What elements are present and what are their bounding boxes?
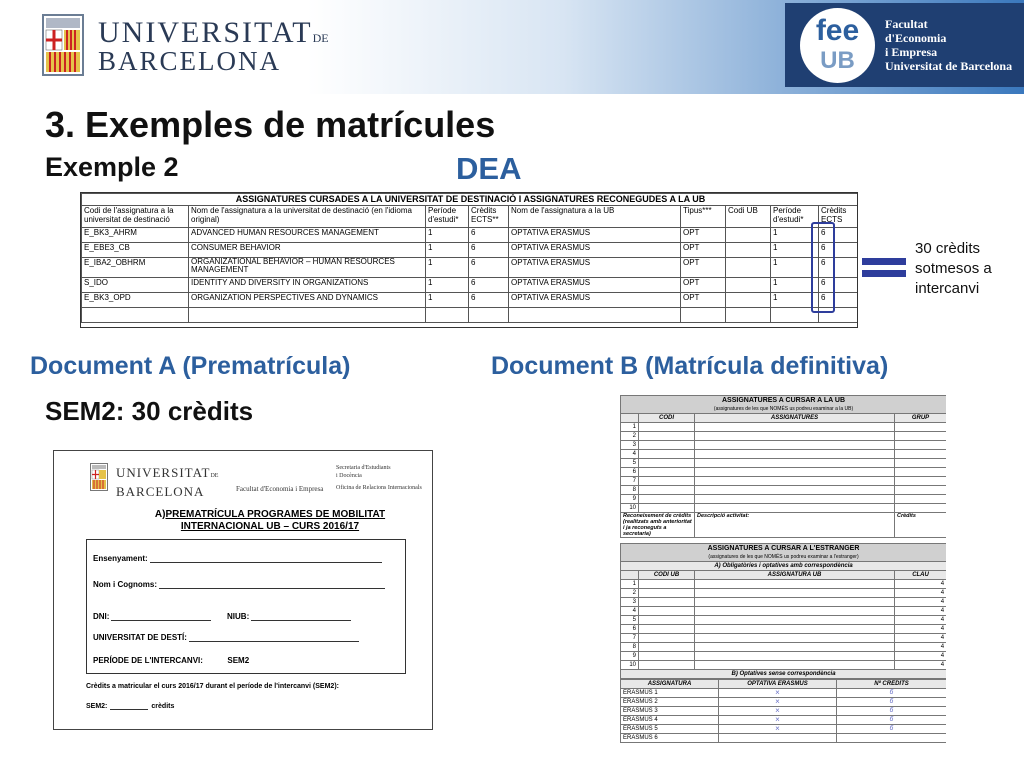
doc-a-sem2-line: SEM2: crèdits — [86, 703, 175, 710]
table-row: 6 — [621, 468, 947, 477]
page-title: 3. Exemples de matrícules — [45, 104, 496, 145]
table-header-row: Codi de l'assignatura a la universitat de destinació Nom de l'assignatura a la universitat de destinació (en l'idioma original) Període d'estudi* Crèdits ECTS** Nom de l'assignatura a la UB Tipus*** Codi UB Període d'estudi* Crèdits ECTS — [82, 206, 859, 228]
table-row: E_BK3_AHRM ADVANCED HUMAN RESOURCES MANAGEMENT 1 6 OPTATIVA ERASMUS OPT 1 6 — [82, 228, 859, 243]
optional-courses-table: ASSIGNATURA OPTATIVA ERASMUS Nº CRÈDITS ERASMUS 1 × 6 ERASMUS 2 × 6 ERASMUS 3 × 6 ERASMUS 4 × 6 ERASMUS 5 × 6 ERASMUS 6 — [620, 679, 946, 743]
table-row: 4 — [621, 450, 947, 459]
doc-a-heading: A)PREMATRÍCULA PROGRAMES DE MOBILITAT INTERNACIONAL UB – CURS 2016/17 — [154, 509, 386, 532]
slide-header — [0, 0, 1024, 94]
field-ensenyament: Ensenyament: — [93, 554, 382, 563]
table-row: 1 — [621, 423, 947, 432]
table-row: 7 — [621, 477, 947, 486]
doc-a-form-box — [86, 539, 406, 674]
table-row: 1 4 — [621, 580, 947, 589]
foreign-courses-table: ASSIGNATURES A CURSAR A L'ESTRANGER (assignatures de les que NOMÉS us podreu examinar a l'estranger) A) Obligatòries i optatives amb correspondència CODI UB ASSIGNATURA UB CLAU 1 4 2 4 3 4 4 4 5 4 6 4 7 4 8 4 9 4 10 4 B) Optatives sense correspondència — [620, 543, 946, 679]
doc-a-faculty: Facultat d'Economia i Empresa — [236, 485, 324, 493]
page-subtitle: Exemple 2 — [45, 152, 179, 182]
table-row: 3 — [621, 441, 947, 450]
doc-a-secretaria: Secretaria d'Estudiants i Docència — [336, 465, 391, 479]
table-row: 10 4 — [621, 661, 947, 670]
ub-name-line1: UNIVERSITATDE — [98, 16, 329, 49]
document-a-prematricula — [53, 450, 433, 730]
doc-a-university-name: UNIVERSITATDE BARCELONA — [116, 465, 219, 499]
sem2-credits-label: SEM2: 30 crèdits — [45, 396, 254, 426]
field-periode: PERÍODE DE L'INTERCANVI: SEM2 — [93, 656, 250, 665]
recognition-row: Reconeixement de crèdits (realitzats amb anterioritat i ja reconeguts a secretaria) Descripció activitat: Crèdits — [621, 513, 947, 538]
document-a-label: Document A (Prematrícula) — [30, 352, 351, 380]
dea-label: DEA — [456, 151, 522, 186]
table-row: 5 4 — [621, 616, 947, 625]
field-universitat: UNIVERSITAT DE DESTÍ: — [93, 633, 359, 642]
table-row: 8 — [621, 486, 947, 495]
table-row: 9 4 — [621, 652, 947, 661]
doc-a-oficina: Oficina de Relacions Internacionals — [336, 485, 422, 491]
table-row: 8 4 — [621, 643, 947, 652]
table-row: ERASMUS 2 × 6 — [621, 698, 947, 707]
table-row: 2 — [621, 432, 947, 441]
table-row: ERASMUS 3 × 6 — [621, 707, 947, 716]
table-row: 4 4 — [621, 607, 947, 616]
ub-courses-table: ASSIGNATURES A CURSAR A LA UB (assignatures de les que NOMÉS us podreu examinar a la UB) CODI ASSIGNATURES GRUP 1 2 3 4 5 6 7 8 9 10 Reconeixement de crèdits (realitzats amb anterioritat i ja reconeguts a secretaria) Descripció activitat: Crèdits — [620, 395, 946, 538]
credits-note: 30 crèdits sotmesos a intercanvi — [915, 240, 992, 297]
table-row: S_IDO IDENTITY AND DIVERSITY IN ORGANIZATIONS 1 6 OPTATIVA ERASMUS OPT 1 6 — [82, 278, 859, 293]
fee-circle-icon: fee UB — [800, 8, 875, 83]
table-row: E_IBA2_OBHRM ORGANIZATIONAL BEHAVIOR – HUMAN RESOURCES MANAGEMENT 1 6 OPTATIVA ERASMUS OPT 1 6 — [82, 258, 859, 278]
table-row: ERASMUS 1 × 6 — [621, 689, 947, 698]
table-caption: ASSIGNATURES CURSADES A LA UNIVERSITAT DE DESTINACIÓ I ASSIGNATURES RECONEGUDES A LA UB — [82, 194, 859, 206]
table-row: 2 4 — [621, 589, 947, 598]
recognised-courses-table — [80, 192, 858, 328]
ub-name-line2: BARCELONA — [98, 46, 282, 76]
table-row: ERASMUS 4 × 6 — [621, 716, 947, 725]
table-row: 7 4 — [621, 634, 947, 643]
table-row: ERASMUS 6 — [621, 734, 947, 743]
table-row: E_BK3_OPD ORGANIZATION PERSPECTIVES AND DYNAMICS 1 6 OPTATIVA ERASMUS OPT 1 6 — [82, 293, 859, 308]
doc-a-credits-text: Crèdits a matricular el curs 2016/17 durant el període de l'intercanvi (SEM2): — [86, 683, 339, 690]
document-b-label: Document B (Matrícula definitiva) — [491, 352, 889, 380]
table-row: 3 4 — [621, 598, 947, 607]
field-nom: Nom i Cognoms: — [93, 580, 385, 589]
field-dni: DNI: NIUB: — [93, 612, 351, 621]
fee-faculty-text: Facultat d'Economia i Empresa Universitat de Barcelona — [885, 17, 1013, 73]
credits-highlight-box — [811, 222, 835, 313]
ub-shield-logo-icon — [42, 14, 84, 76]
equals-sign-icon — [862, 258, 906, 282]
ub-shield-small-icon — [90, 463, 108, 491]
document-b-matricula — [620, 395, 946, 768]
table-row: ERASMUS 5 × 6 — [621, 725, 947, 734]
table-row: E_EBE3_CB CONSUMER BEHAVIOR 1 6 OPTATIVA ERASMUS OPT 1 6 — [82, 243, 859, 258]
table-row: 5 — [621, 459, 947, 468]
table-row: 6 4 — [621, 625, 947, 634]
table-row: 9 — [621, 495, 947, 504]
table-row: 10 — [621, 504, 947, 513]
fee-ub-logo — [785, 3, 1024, 87]
